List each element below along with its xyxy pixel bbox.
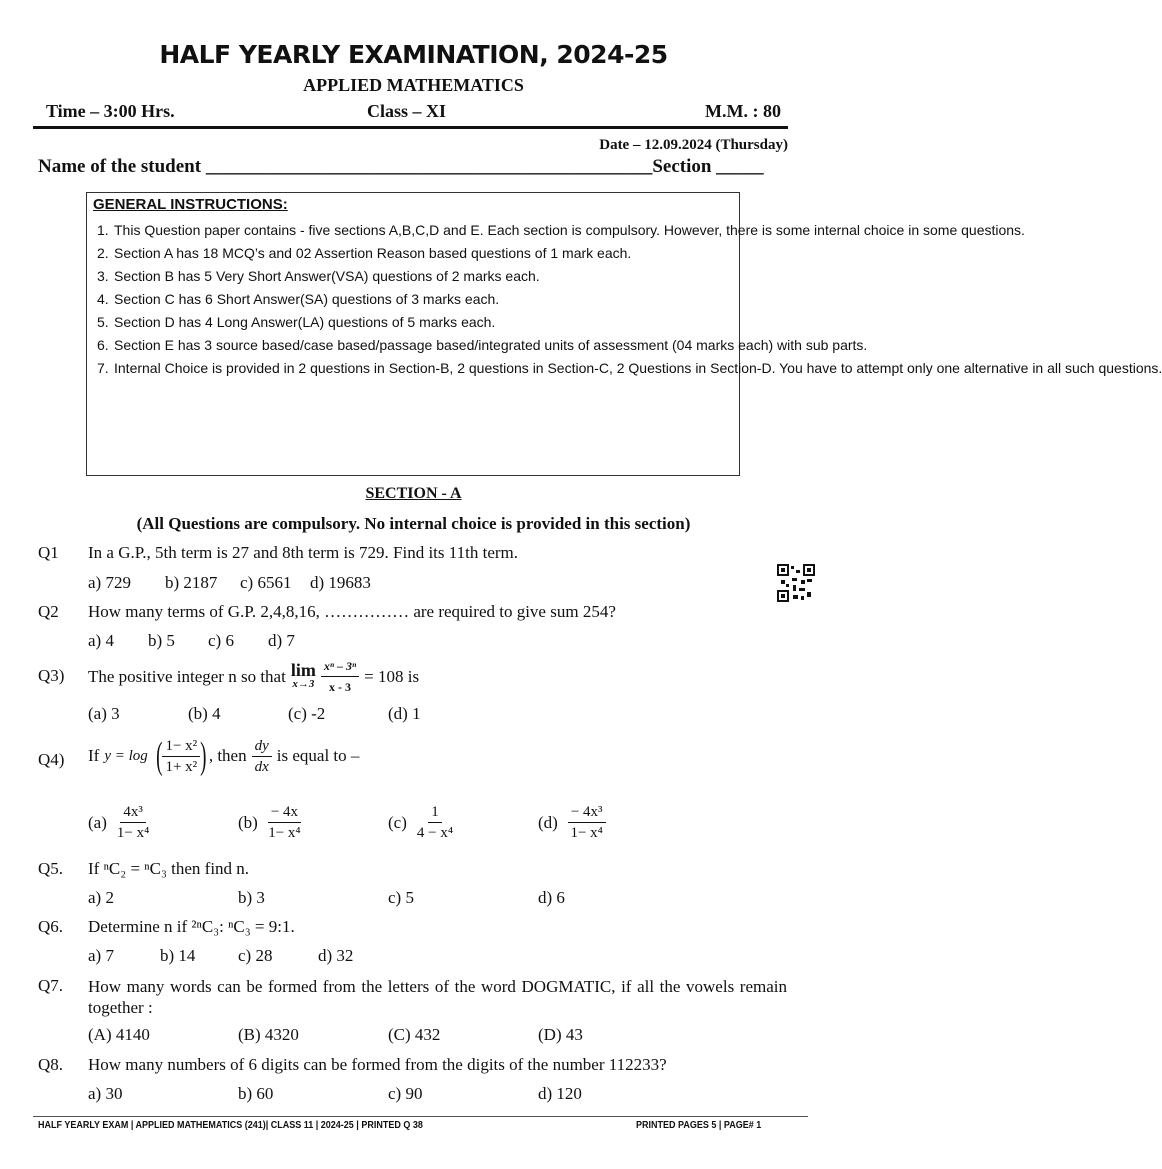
denominator: 4 − x⁴ [416,825,454,841]
option: d) 6 [538,888,565,907]
denominator: 1− x⁴ [570,825,603,841]
denominator: 1+ x² [165,758,198,775]
option-fraction [268,802,301,843]
denominator: dx [254,758,269,775]
option: a) 4 [88,631,114,650]
class-label: Class – XI [367,101,447,121]
instruction-item: 3. Section B has 5 Very Short Answer(VSA) questions of 2 marks each. [97,265,733,288]
option: (D) 43 [538,1025,583,1044]
date-label: Date – 12.09.2024 (Thursday) [599,137,788,153]
time-label: Time – 3:00 Hrs. [46,101,175,121]
option-fraction [117,802,149,843]
instruction-item: 2. Section A has 18 MCQ’s and 02 Assertion Reason based questions of 1 mark each. [97,242,733,265]
option: d) 32 [318,946,354,965]
question-number: Q8. [38,1055,64,1074]
option: (C) 432 [388,1025,441,1044]
instruction-item: 7. Internal Choice is provided in 2 questions in Section-B, 2 questions in Section-C, 2 Questions in Section-D. You have to attempt only one alternative in all such questions. [97,357,733,380]
question-text-end: is equal to – [276,746,360,765]
question-text: The positive integer n so that [88,666,286,686]
option: d) 7 [268,631,295,650]
exam-title: HALF YEARLY EXAMINATION, 2024-25 [159,40,668,69]
footer-rule [33,1116,808,1117]
lim-subscript: x→3 [292,677,315,690]
lim-label: lim [290,659,316,680]
right-paren: ) [200,735,207,777]
option: c) 6 [208,631,234,650]
option: a) 30 [88,1084,123,1103]
instruction-text: Section C has 6 Short Answer(SA) questions of 3 marks each. [114,291,500,307]
option-label: (b) [238,812,258,832]
derivative-fraction [252,736,272,777]
instruction-item: 6. Section E has 3 source based/case based/passage based/integrated units of assessment (04 marks each) with sub parts. [97,334,733,357]
option [238,802,301,843]
question-text: Determine n if ²ⁿC₃: ⁿC₃ = 9:1. [88,917,295,936]
numerator: 4x³ [120,802,146,823]
option: d) 19683 [310,573,371,592]
option: (B) 4320 [238,1025,299,1044]
question-number: Q1 [38,543,59,562]
option: (d) 1 [388,704,421,723]
option-fraction [417,802,453,843]
denominator: 1− x⁴ [116,825,150,841]
numerator: 1− x² [162,736,200,757]
log-expression: y = log [104,747,148,764]
question-number: Q5. [38,859,64,878]
question-text: How many words can be formed from the letters of the word DOGMATIC, if all the vowels remain together : [88,977,787,1017]
log-fraction [162,736,200,777]
section-a-heading [0,485,827,503]
question-number: Q3) [38,666,65,685]
question-text: In a G.P., 5th term is 27 and 8th term is 729. Find its 11th term. [88,543,519,562]
option: b) 14 [160,946,196,965]
instruction-text: Section E has 3 source based/case based/passage based/integrated units of assessment (04 marks each) with sub parts. [114,337,868,353]
header-rule [33,126,788,129]
qr-code-icon [777,564,815,602]
question-text: How many terms of G.P. 2,4,8,16, …………… are required to give sum 254? [88,602,616,621]
option: a) 729 [88,573,131,592]
numerator: − 4x [268,802,301,823]
option: c) 90 [388,1084,423,1103]
instruction-text: This Question paper contains - five sections A,B,C,D and E. Each section is compulsory. However, there is some internal choice in some questions. [114,222,1025,238]
instruction-text: Section D has 4 Long Answer(LA) questions of 5 marks each. [114,314,496,330]
instructions-heading: GENERAL INSTRUCTIONS: [93,196,288,213]
option-label: (d) [538,812,558,832]
option [388,802,453,843]
left-paren: ( [155,735,163,777]
instruction-text: Internal Choice is provided in 2 questions in Section-B, 2 questions in Section-C, 2 Questions in Section-D. You have to attempt only one alternative in all such questions. [114,360,1162,376]
general-instructions-box [86,192,1162,476]
subject-title: APPLIED MATHEMATICS [303,75,524,95]
option-label: (a) [88,812,107,832]
question-text-mid: , then [208,746,247,765]
numerator: xⁿ – 3ⁿ [321,656,359,677]
option: a) 2 [88,888,114,907]
limit-operator [290,659,316,691]
max-marks-label: M.M. : 80 [705,101,781,121]
question-number: Q2 [38,602,59,621]
option-fraction [568,802,606,843]
instructions-list [97,219,1162,380]
option: b) 60 [238,1084,274,1103]
question-text: If [88,746,100,765]
option: (A) 4140 [88,1025,150,1044]
footer-left: HALF YEARLY EXAM | APPLIED MATHEMATICS (241)| CLASS 11 | 2024-25 | PRINTED Q 38 [38,1120,423,1131]
instruction-text: Section A has 18 MCQ’s and 02 Assertion Reason based questions of 1 mark each. [114,245,632,261]
option: b) 2187 [165,573,218,592]
instruction-item: 5. Section D has 4 Long Answer(LA) questions of 5 marks each. [97,311,733,334]
question-number: Q4) [38,750,65,769]
question-number: Q7. [38,976,64,995]
option-label: (c) [388,812,407,832]
option: a) 7 [88,946,114,965]
option: b) 3 [238,888,265,907]
numerator: dy [252,736,272,757]
question-text: If ⁿC₂ = ⁿC₃ then find n. [88,859,250,878]
option: (b) 4 [188,704,221,723]
numerator: − 4x³ [568,802,606,823]
option: (a) 3 [88,704,120,723]
footer-right: PRINTED PAGES 5 | PAGE# 1 [636,1120,762,1131]
option: b) 5 [148,631,175,650]
limit-fraction [321,656,359,697]
option: d) 120 [538,1084,582,1103]
option [88,802,149,843]
question-text-row [88,734,359,778]
instruction-item: 4. Section C has 6 Short Answer(SA) questions of 3 marks each. [97,288,733,311]
question-text-row [88,656,419,697]
option: c) 28 [238,946,273,965]
question-number: Q6. [38,917,64,936]
numerator: 1 [428,802,442,823]
option: c) 5 [388,888,414,907]
option: c) 6561 [240,573,292,592]
denominator: x - 3 [329,680,351,694]
question-text: How many numbers of 6 digits can be formed from the digits of the number 112233? [88,1055,667,1074]
option: (c) -2 [288,704,326,723]
section-note: (All Questions are compulsory. No internal choice is provided in this section) [136,514,691,533]
question-text-end: = 108 is [364,666,420,686]
section-title: SECTION - A [365,485,462,502]
student-name-field: Name of the student _______________________________________________Section _____ [38,156,764,177]
instruction-item: 1. This Question paper contains - five sections A,B,C,D and E. Each section is compulsory. However, there is some internal choice in some questions. [97,219,733,242]
instruction-text: Section B has 5 Very Short Answer(VSA) questions of 2 marks each. [114,268,540,284]
denominator: 1− x⁴ [268,825,301,841]
option [538,802,606,843]
